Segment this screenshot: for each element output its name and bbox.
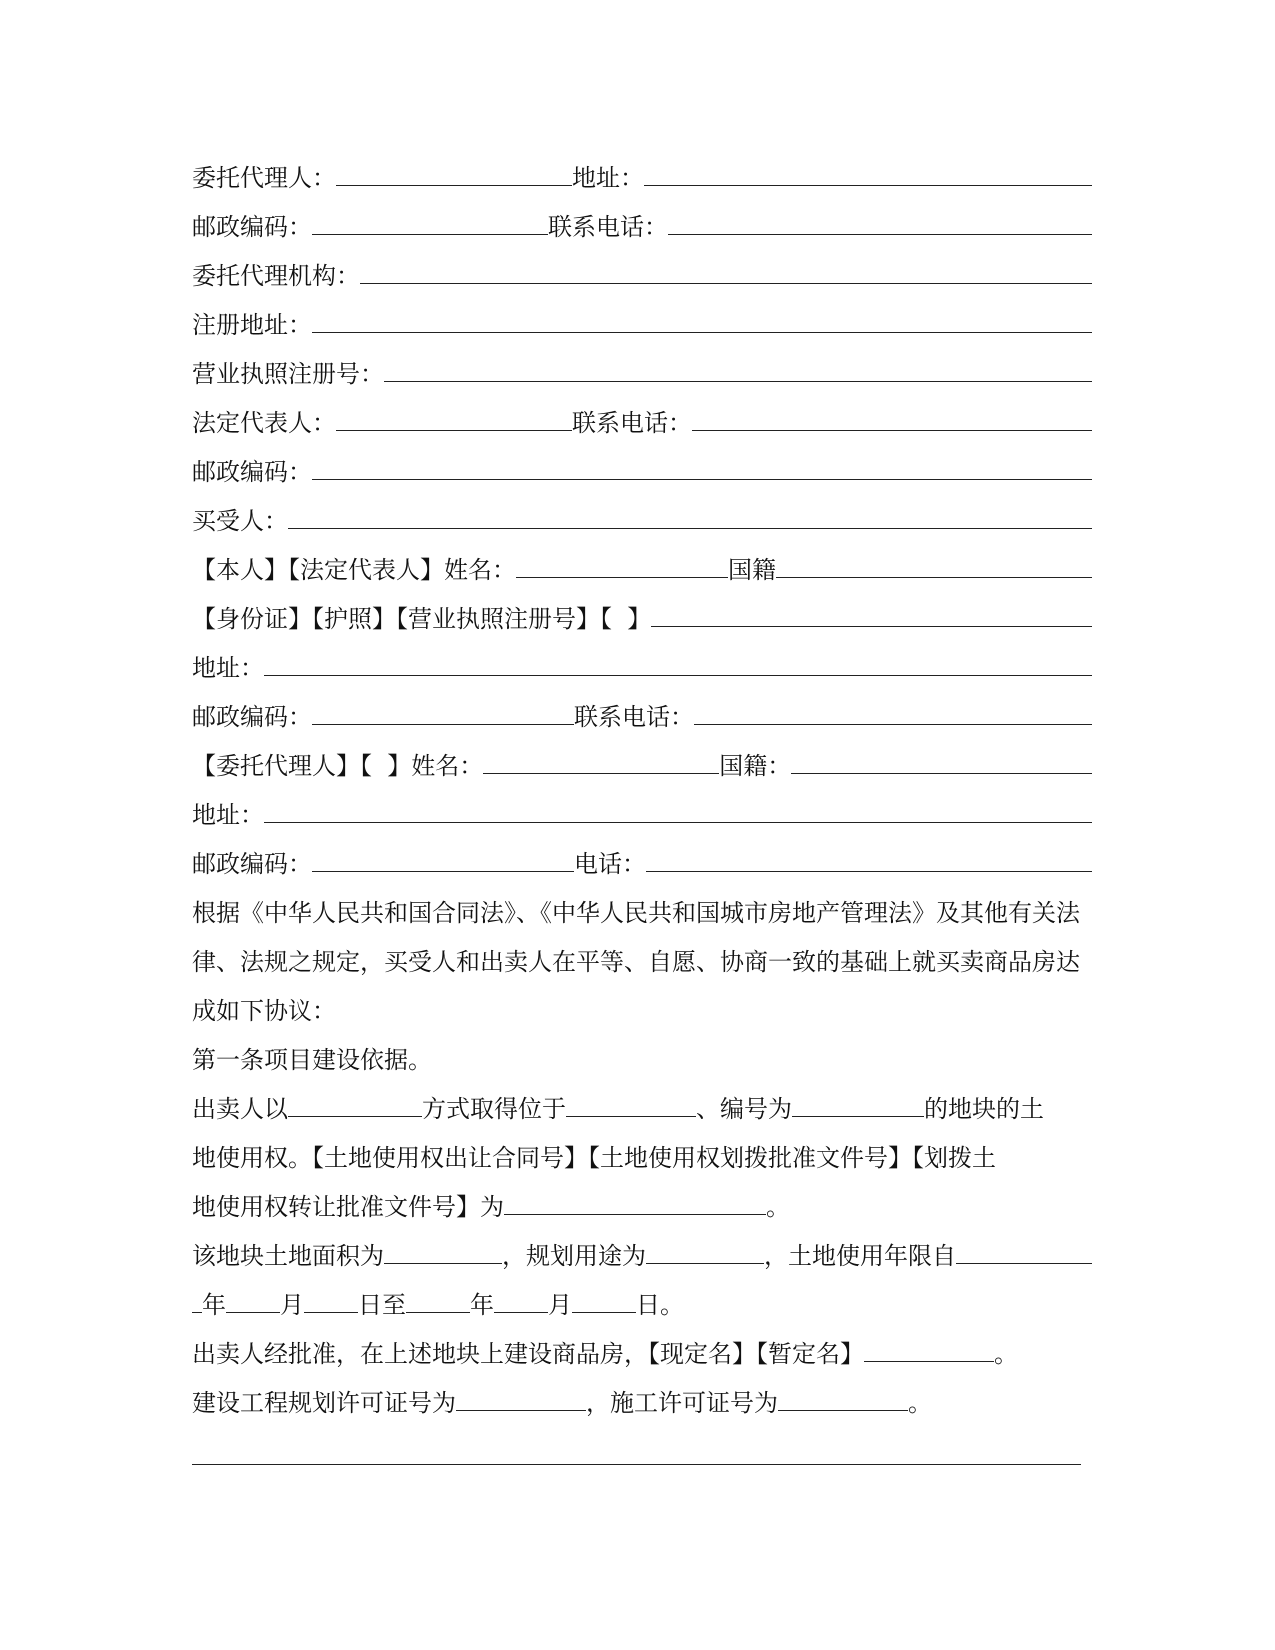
blank-field[interactable] (312, 457, 1092, 480)
text-segment: 建设工程规划许可证号为 (192, 1389, 456, 1417)
field-label: 买受人： (192, 507, 288, 535)
field-label: 联系电话： (574, 703, 694, 731)
field-label: 【本人】【法定代表人】姓名： (192, 556, 516, 584)
field-label: 邮政编码： (192, 458, 312, 486)
blank-field[interactable] (692, 408, 1092, 431)
land-acquisition-line (192, 1085, 1092, 1134)
blank-field[interactable] (336, 408, 572, 431)
blank-field[interactable] (792, 1094, 924, 1117)
blank-field[interactable] (456, 1388, 586, 1411)
field-label: 【委托代理人】【 】姓名： (192, 752, 484, 780)
blank-field[interactable] (646, 1241, 764, 1264)
blank-field[interactable] (483, 751, 719, 774)
blank-field[interactable] (192, 1290, 202, 1313)
text-segment: 。 (994, 1340, 1018, 1368)
text-segment: 。 (766, 1193, 790, 1221)
blank-field[interactable] (778, 1388, 908, 1411)
text-segment: 出卖人以 (192, 1095, 288, 1123)
blank-field[interactable] (406, 1290, 470, 1313)
field-label: 邮政编码： (192, 850, 312, 878)
text-segment: 日至 (358, 1291, 406, 1319)
blank-field[interactable] (494, 1290, 548, 1313)
text-segment: 年 (202, 1291, 226, 1319)
text-segment: ，施工许可证号为 (586, 1389, 778, 1417)
land-area-line (192, 1232, 1092, 1281)
footer-rule (192, 1464, 1081, 1465)
field-label: 联系电话： (548, 213, 668, 241)
business-license-line (192, 350, 1092, 399)
buyer-address-line (192, 644, 1092, 693)
blank-field[interactable] (956, 1241, 1092, 1264)
blank-field[interactable] (516, 555, 728, 578)
land-term-line (192, 1281, 1092, 1330)
blank-field[interactable] (504, 1192, 766, 1215)
text-segment: 出卖人经批准，在上述地块上建设商品房，【现定名】【暂定名】 (192, 1340, 864, 1368)
blank-field[interactable] (264, 800, 1092, 823)
field-label: 【身份证】【护照】【营业执照注册号】【 】 (192, 605, 652, 633)
blank-field[interactable] (360, 261, 1092, 284)
field-label: 地址： (192, 654, 264, 682)
blank-field[interactable] (646, 849, 1092, 872)
blank-field[interactable] (336, 163, 572, 186)
id-document-line (192, 595, 1092, 644)
text-segment: 月 (548, 1291, 572, 1319)
project-name-line (192, 1330, 1092, 1379)
text-segment: 年 (470, 1291, 494, 1319)
text-segment: 月 (280, 1291, 304, 1319)
blank-field[interactable] (651, 604, 1092, 627)
contract-page (192, 154, 1092, 1428)
text-segment: 地使用权转让批准文件号】为 (192, 1193, 504, 1221)
blank-field[interactable] (312, 310, 1092, 333)
field-label: 地址： (192, 801, 264, 829)
blank-field[interactable] (312, 702, 574, 725)
text-segment: ，规划用途为 (502, 1242, 646, 1270)
permit-line (192, 1379, 1092, 1428)
postcode-phone-line (192, 203, 1092, 252)
blank-field[interactable] (566, 1094, 696, 1117)
land-transfer-line (192, 1183, 1092, 1232)
legal-rep-line (192, 399, 1092, 448)
field-label: 地址： (572, 164, 644, 192)
blank-field[interactable] (226, 1290, 280, 1313)
agent-line (192, 154, 1092, 203)
preamble-paragraph: 根据《中华人民共和国合同法》、《中华人民共和国城市房地产管理法》及其他有关法律、法规之规定，买受人和出卖人在平等、自愿、协商一致的基础上就买卖商品房达成如下协议： (192, 899, 1080, 1025)
blank-field[interactable] (776, 555, 1092, 578)
buyer-postcode-phone-line (192, 693, 1092, 742)
field-label: 委托代理机构： (192, 262, 360, 290)
agent-address-line (192, 791, 1092, 840)
buyer-name-line (192, 546, 1092, 595)
buyer-agent-line (192, 742, 1092, 791)
blank-field[interactable] (312, 212, 548, 235)
text-segment: 方式取得位于 (422, 1095, 566, 1123)
article-title (192, 1036, 1092, 1085)
blank-field[interactable] (864, 1339, 994, 1362)
field-label: 联系电话： (572, 409, 692, 437)
blank-field[interactable] (791, 751, 1092, 774)
blank-field[interactable] (288, 506, 1092, 529)
article-title-text: 第一条项目建设依据。 (192, 1046, 432, 1074)
registered-address-line (192, 301, 1092, 350)
blank-field[interactable] (288, 1094, 422, 1117)
field-label: 电话： (574, 850, 646, 878)
field-label: 国籍 (728, 556, 776, 584)
field-label: 邮政编码： (192, 213, 312, 241)
field-label: 委托代理人： (192, 164, 336, 192)
field-label: 营业执照注册号： (192, 360, 384, 388)
blank-field[interactable] (668, 212, 1092, 235)
blank-field[interactable] (312, 849, 574, 872)
blank-field[interactable] (644, 163, 1092, 186)
blank-field[interactable] (264, 653, 1092, 676)
field-label: 邮政编码： (192, 703, 312, 731)
land-right-line (192, 1134, 1092, 1183)
blank-field[interactable] (304, 1290, 358, 1313)
text-segment: 。 (908, 1389, 932, 1417)
text-segment: 日。 (636, 1291, 684, 1319)
text-segment: 地使用权。【土地使用权出让合同号】【土地使用权划拨批准文件号】【划拨土 (192, 1144, 996, 1172)
buyer-line (192, 497, 1092, 546)
agent-postcode-phone-line (192, 840, 1092, 889)
field-label: 国籍： (719, 752, 792, 780)
text-segment: ，土地使用年限自 (764, 1242, 956, 1270)
field-label: 法定代表人： (192, 409, 336, 437)
postcode-line (192, 448, 1092, 497)
blank-field[interactable] (694, 702, 1092, 725)
field-label: 注册地址： (192, 311, 312, 339)
blank-field[interactable] (572, 1290, 636, 1313)
agency-line (192, 252, 1092, 301)
blank-field[interactable] (384, 1241, 502, 1264)
text-segment: 、编号为 (696, 1095, 792, 1123)
text-segment: 该地块土地面积为 (192, 1242, 384, 1270)
text-segment: 的地块的土 (924, 1095, 1044, 1123)
blank-field[interactable] (384, 359, 1092, 382)
